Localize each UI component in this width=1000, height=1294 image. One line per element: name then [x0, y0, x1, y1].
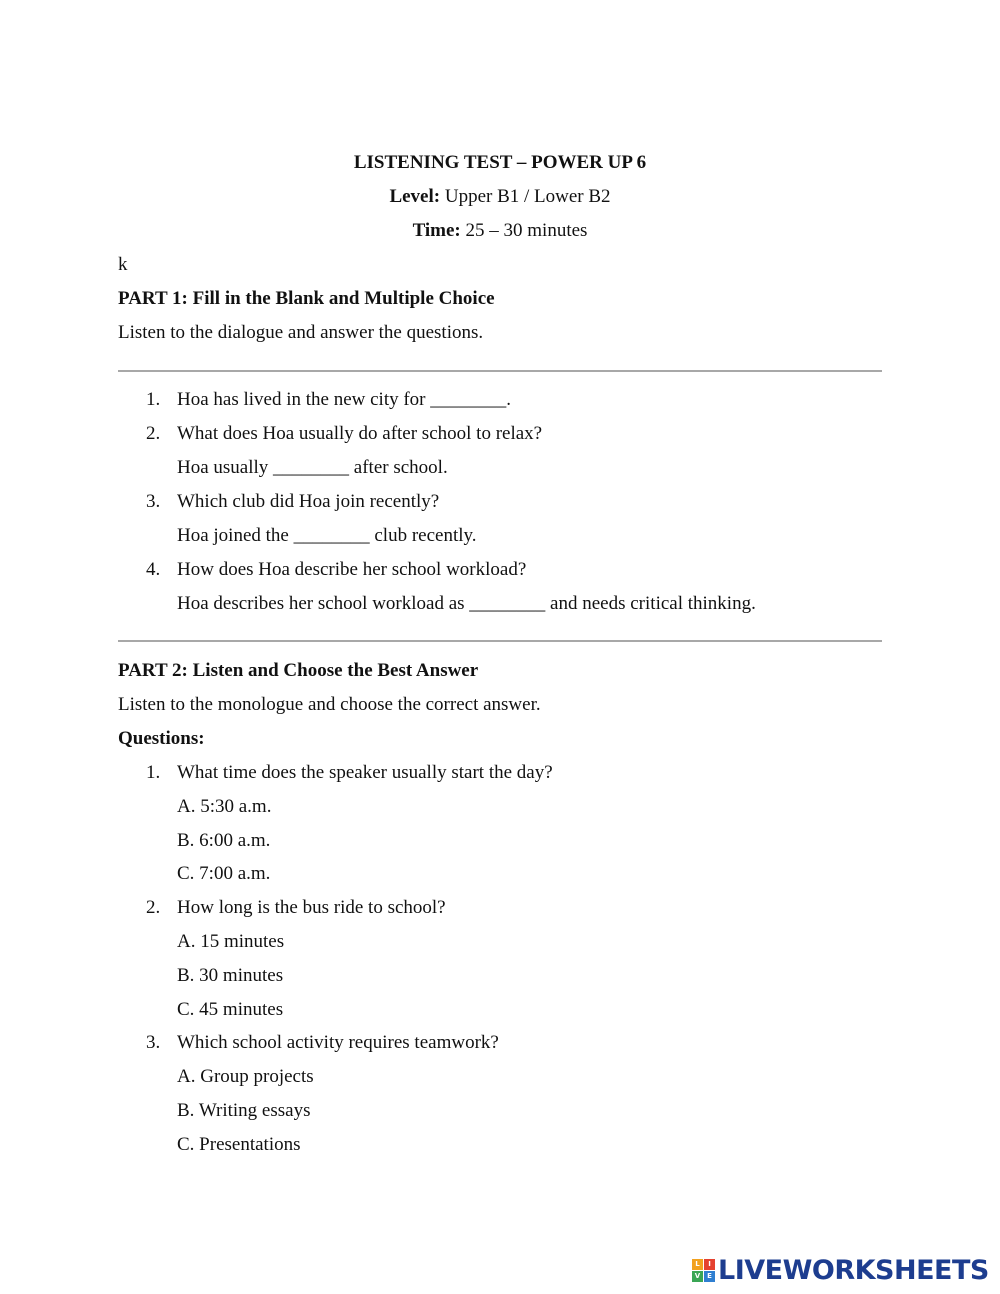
- part2-instruction: Listen to the monologue and choose the correct answer.: [118, 694, 541, 715]
- question-number: 2.: [146, 423, 161, 444]
- question-text: How long is the bus ride to school?: [177, 897, 446, 918]
- question-number: 1.: [146, 389, 161, 410]
- level-label: Level:: [389, 186, 441, 207]
- answer-option: A. 15 minutes: [177, 931, 285, 952]
- answer-option: B. 30 minutes: [177, 965, 284, 986]
- answer-option: A. 5:30 a.m.: [177, 796, 272, 817]
- answer-option: B. Writing essays: [177, 1100, 311, 1121]
- part1-instruction: Listen to the dialogue and answer the questions.: [118, 322, 484, 343]
- answer-prompt: Hoa usually ________ after school.: [177, 457, 448, 478]
- question-text: Which school activity requires teamwork?: [177, 1032, 499, 1053]
- answer-prompt: Hoa joined the ________ club recently.: [177, 525, 477, 546]
- logo-mark-e: E: [704, 1271, 715, 1282]
- level-value: Upper B1 / Lower B2: [444, 186, 611, 207]
- level-line: [0, 185, 1000, 209]
- logo-text: LIVEWORKSHEETS: [718, 1254, 989, 1286]
- answer-prompt: Hoa describes her school workload as ________ and needs critical thinking.: [177, 593, 756, 614]
- time-value: 25 – 30 minutes: [465, 220, 588, 241]
- question-text: What time does the speaker usually start the day?: [177, 762, 553, 783]
- logo-icon: [692, 1259, 715, 1282]
- question-number: 4.: [146, 559, 161, 580]
- answer-option: C. Presentations: [177, 1134, 301, 1155]
- question-text: Hoa has lived in the new city for ________.: [177, 389, 512, 410]
- logo-mark-i: I: [704, 1259, 715, 1270]
- question-number: 3.: [146, 1032, 161, 1053]
- answer-option: B. 6:00 a.m.: [177, 830, 271, 851]
- time-label: Time:: [412, 220, 461, 241]
- question-text: What does Hoa usually do after school to relax?: [177, 423, 543, 444]
- questions-label: Questions:: [118, 728, 205, 749]
- divider-bottom: [118, 640, 882, 642]
- part2-heading: PART 2: Listen and Choose the Best Answer: [118, 660, 479, 681]
- divider-top: [118, 370, 882, 372]
- question-text: Which club did Hoa join recently?: [177, 491, 440, 512]
- logo-mark-v: V: [692, 1271, 703, 1282]
- time-line: [0, 219, 1000, 243]
- question-number: 2.: [146, 897, 161, 918]
- answer-option: C. 7:00 a.m.: [177, 863, 271, 884]
- answer-option: A. Group projects: [177, 1066, 314, 1087]
- stray-text: k: [118, 254, 128, 275]
- part1-heading: PART 1: Fill in the Blank and Multiple Choice: [118, 288, 495, 309]
- question-number: 3.: [146, 491, 161, 512]
- liveworksheets-logo: [692, 1253, 989, 1287]
- answer-option: C. 45 minutes: [177, 999, 284, 1020]
- page-title: LISTENING TEST – POWER UP 6: [353, 152, 647, 173]
- logo-mark-l: L: [692, 1259, 703, 1270]
- question-text: How does Hoa describe her school workload?: [177, 559, 527, 580]
- question-number: 1.: [146, 762, 161, 783]
